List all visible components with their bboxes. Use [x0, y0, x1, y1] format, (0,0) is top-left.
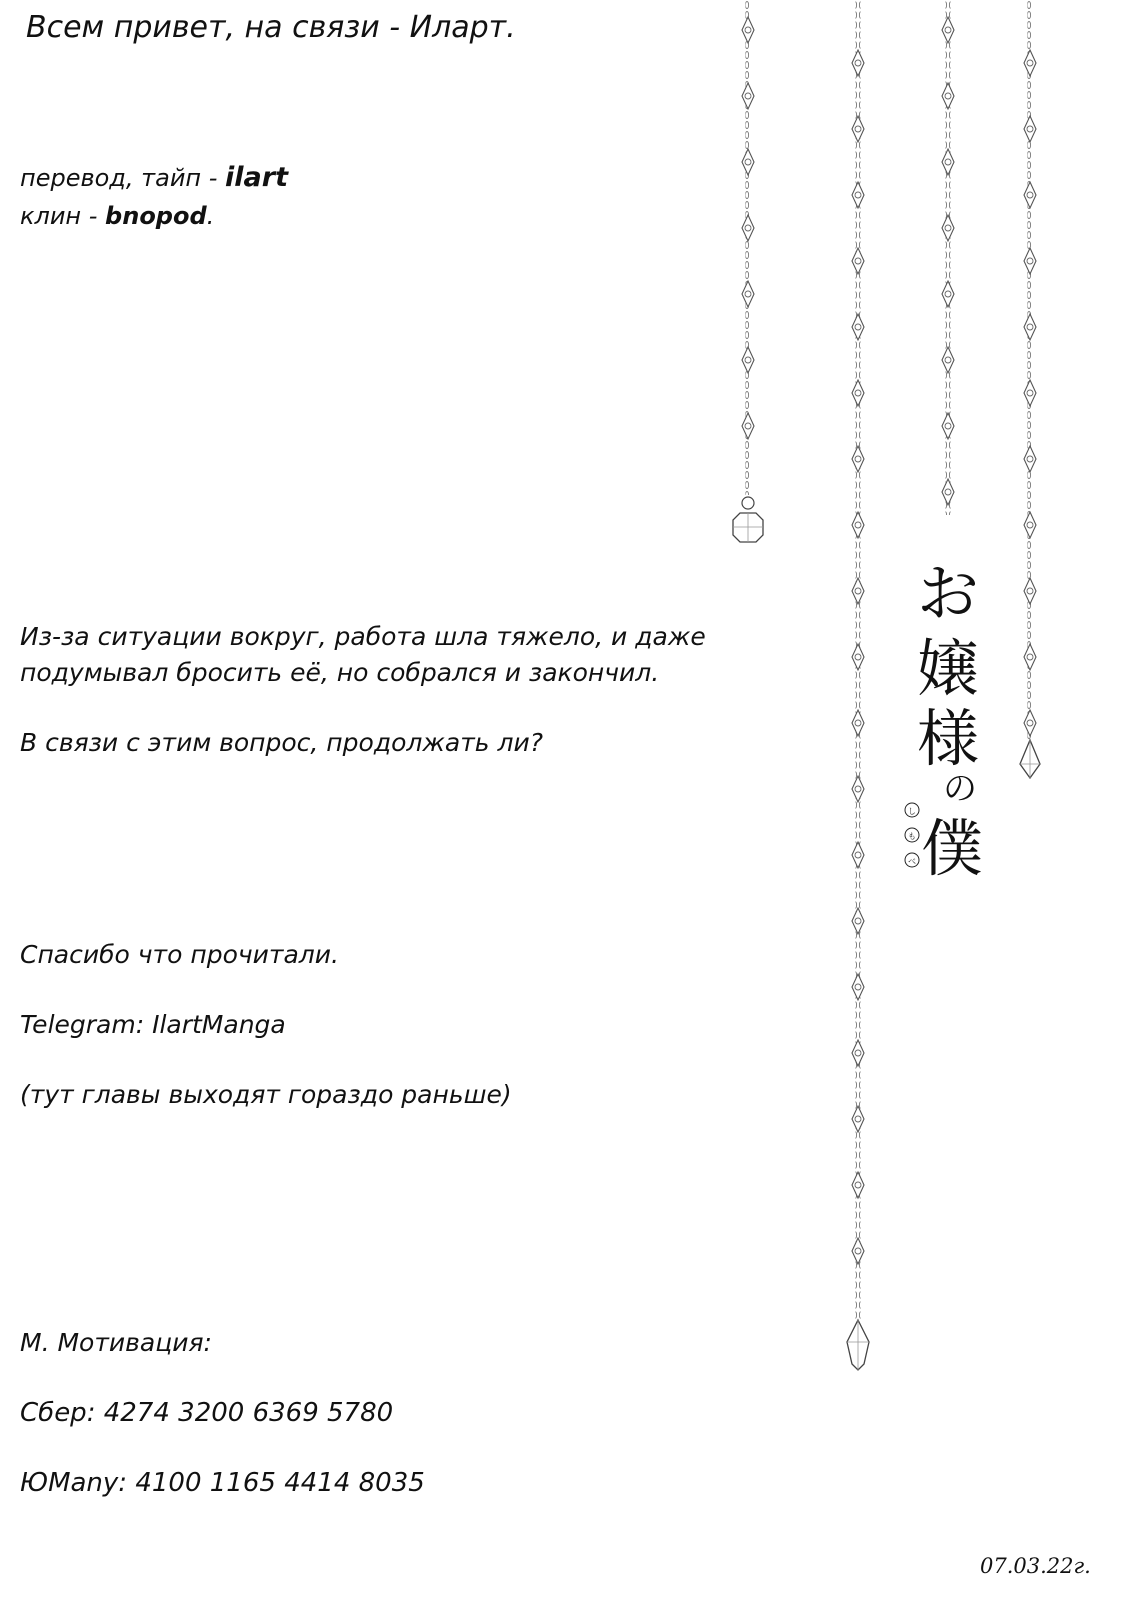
chain-bead [942, 83, 954, 109]
message-line-2: подумывал бросить её, но собрался и закончил. [20, 658, 660, 687]
chain-bead [742, 215, 754, 241]
chain-gem [847, 1320, 869, 1370]
chain-bead [852, 446, 864, 472]
chain-bead [852, 644, 864, 670]
chain-bead [852, 248, 864, 274]
message-line-1: Из-за ситуации вокруг, работа шла тяжело, и даже [20, 622, 706, 651]
credit-clean-label: клин - [20, 202, 106, 230]
chain-bead [852, 512, 864, 538]
chain-bead [852, 974, 864, 1000]
chain-bead [852, 578, 864, 604]
chain-bead [852, 1238, 864, 1264]
svg-text:し: し [908, 807, 916, 816]
chain-bead [942, 149, 954, 175]
svg-text:の: の [943, 769, 977, 809]
chain-bead [942, 479, 954, 505]
credit-translation-label: перевод, тайп - [20, 164, 226, 192]
chain-bead [1024, 446, 1036, 472]
svg-text:嬢: 嬢 [916, 632, 980, 705]
chain-bead [852, 842, 864, 868]
chain-gem [733, 497, 763, 542]
chain-bead [742, 281, 754, 307]
credit-translation [20, 162, 288, 193]
title-logo [900, 555, 1000, 885]
thanks-text: Спасибо что прочитали. [20, 940, 339, 969]
chain-bead [1024, 248, 1036, 274]
credit-translation-name: ilart [225, 162, 288, 193]
credit-clean-end: . [206, 202, 215, 230]
chain-bead [742, 83, 754, 109]
chain-bead [852, 1106, 864, 1132]
chain-bead [942, 215, 954, 241]
hanging-chains-decoration [720, 0, 1060, 1380]
chain-bead [942, 281, 954, 307]
chain-bead [1024, 116, 1036, 142]
chain-bead [942, 17, 954, 43]
svg-text:僕: 僕 [920, 812, 984, 885]
chain-bead [942, 347, 954, 373]
chain-bead [852, 314, 864, 340]
chain-bead [852, 182, 864, 208]
chain-bead [852, 908, 864, 934]
svg-text:様: 様 [916, 702, 980, 775]
greeting-text: Всем привет, на связи - Иларт. [26, 10, 516, 45]
date-text: 07.03.22г. [980, 1554, 1091, 1578]
credit-clean-name: bnopod [105, 202, 207, 230]
message-question: В связи с этим вопрос, продолжать ли? [20, 728, 543, 757]
chain-bead [742, 347, 754, 373]
sber-card-number: Сбер: 4274 3200 6369 5780 [20, 1398, 394, 1428]
svg-text:べ: べ [908, 857, 916, 866]
telegram-note: (тут главы выходят гораздо раньше) [20, 1080, 512, 1109]
chain-bead [1024, 314, 1036, 340]
chain-bead [852, 1040, 864, 1066]
chain-bead [1024, 182, 1036, 208]
chain-bead [742, 149, 754, 175]
yumany-wallet-number: ЮMany: 4100 1165 4414 8035 [20, 1468, 425, 1498]
svg-text:も: も [908, 832, 916, 841]
telegram-text: Telegram: IlartManga [20, 1010, 286, 1039]
chain-strand [1028, 0, 1033, 740]
chain-bead [852, 1172, 864, 1198]
svg-text:お: お [916, 557, 980, 630]
chain-bead [942, 413, 954, 439]
credit-clean [20, 202, 214, 230]
chain-bead [1024, 578, 1036, 604]
chain-bead [1024, 644, 1036, 670]
chain-bead [1024, 50, 1036, 76]
chain-gem [1020, 740, 1040, 778]
chain-bead [852, 710, 864, 736]
chain-bead [742, 17, 754, 43]
chain-bead [852, 50, 864, 76]
chain-bead [742, 413, 754, 439]
chain-bead [1024, 512, 1036, 538]
chain-bead [852, 776, 864, 802]
motivation-title: М. Мотивация: [20, 1328, 212, 1357]
chain-bead [852, 116, 864, 142]
chain-bead [1024, 380, 1036, 406]
chain-bead [852, 380, 864, 406]
chain-bead [1024, 710, 1036, 736]
